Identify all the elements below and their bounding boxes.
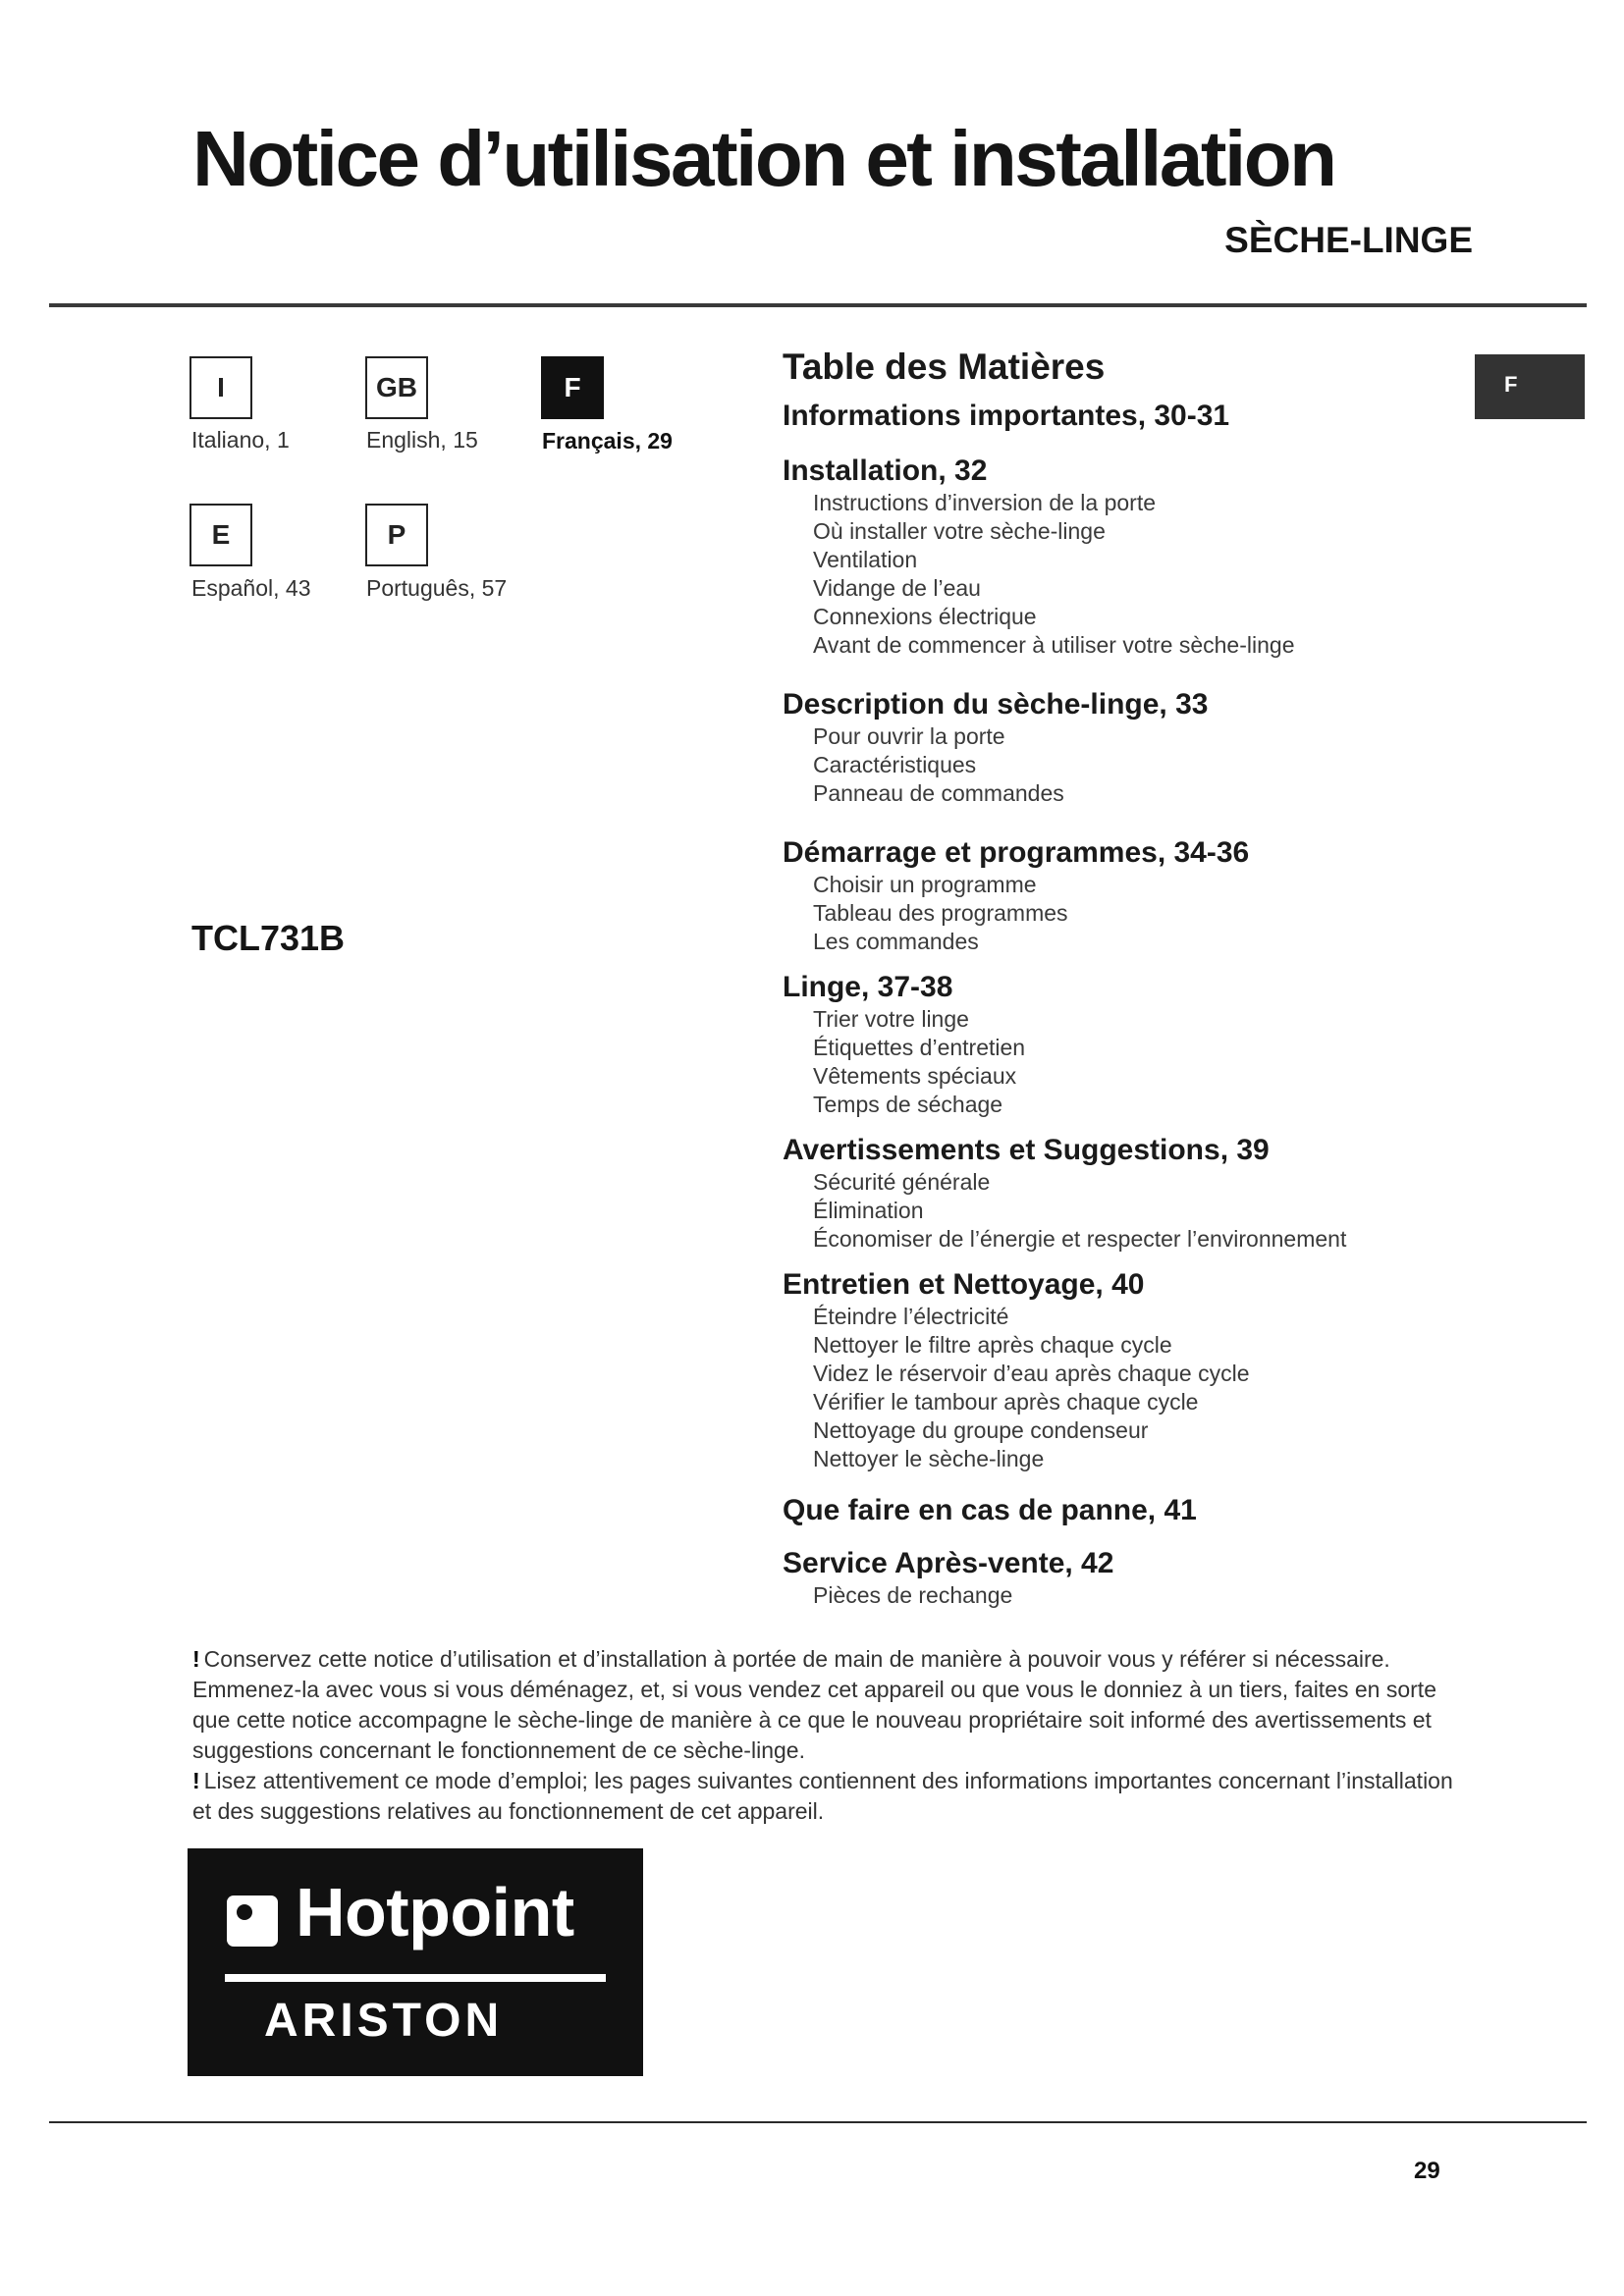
toc-sub-item: Pièces de rechange bbox=[813, 1582, 1013, 1609]
toc-sub-list bbox=[783, 722, 1489, 808]
page-title: Notice d’utilisation et installation bbox=[192, 115, 1335, 202]
toc-sub-item: Nettoyage du groupe condenseur bbox=[813, 1417, 1149, 1444]
logo-sub-text: ARISTON bbox=[264, 1995, 504, 2047]
toc-sub-list bbox=[783, 1303, 1489, 1473]
language-caption-pt: Português, 57 bbox=[366, 575, 508, 601]
toc-sub-item: Économiser de l’énergie et respecter l’environnement bbox=[813, 1226, 1347, 1253]
toc-sub-item: Tableau des programmes bbox=[813, 900, 1068, 927]
toc-sub-list bbox=[783, 1168, 1489, 1254]
language-box-es: E bbox=[189, 504, 252, 566]
language-caption-gb: English, 15 bbox=[366, 427, 478, 453]
table-of-contents bbox=[783, 346, 1489, 1610]
toc-sub-item: Temps de séchage bbox=[813, 1092, 1003, 1118]
toc-sub-item: Sécurité générale bbox=[813, 1169, 991, 1196]
toc-section-title: Description du sèche-linge, 33 bbox=[783, 688, 1209, 721]
toc-sub-item: Choisir un programme bbox=[813, 872, 1037, 898]
language-box-fr: F bbox=[541, 356, 604, 419]
toc-section bbox=[783, 687, 1489, 808]
toc-section bbox=[783, 1546, 1489, 1610]
toc-section-title: Service Après-vente, 42 bbox=[783, 1547, 1114, 1580]
toc-sub-item: Les commandes bbox=[813, 929, 979, 955]
toc-sub-item: Trier votre linge bbox=[813, 1006, 969, 1033]
language-caption-it: Italiano, 1 bbox=[191, 427, 290, 453]
toc-sub-item: Étiquettes d’entretien bbox=[813, 1035, 1026, 1061]
footer-divider bbox=[49, 2121, 1587, 2123]
exclamation-icon: ! bbox=[192, 1646, 200, 1672]
toc-section-title: Entretien et Nettoyage, 40 bbox=[783, 1268, 1145, 1302]
toc-sub-item: Pour ouvrir la porte bbox=[813, 723, 1005, 750]
language-box-it: I bbox=[189, 356, 252, 419]
toc-sub-item: Vidange de l’eau bbox=[813, 575, 981, 602]
toc-section bbox=[783, 399, 1489, 434]
toc-section-title: Démarrage et programmes, 34-36 bbox=[783, 836, 1250, 870]
toc-sub-list bbox=[783, 489, 1489, 660]
model-number: TCL731B bbox=[191, 918, 346, 958]
toc-sub-item: Panneau de commandes bbox=[813, 780, 1064, 807]
toc-sub-list bbox=[783, 871, 1489, 956]
toc-sub-item: Connexions électrique bbox=[813, 604, 1037, 630]
page-number: 29 bbox=[1414, 2158, 1440, 2184]
toc-sub-item: Caractéristiques bbox=[813, 752, 977, 778]
toc-sub-list bbox=[783, 1581, 1489, 1610]
toc-section bbox=[783, 970, 1489, 1119]
toc-sub-item: Vêtements spéciaux bbox=[813, 1063, 1017, 1090]
toc-sub-item: Ventilation bbox=[813, 547, 918, 573]
logo-divider bbox=[225, 1974, 606, 1982]
language-box-gb: GB bbox=[365, 356, 428, 419]
toc-sub-item: Où installer votre sèche-linge bbox=[813, 518, 1106, 545]
toc-section-title: Installation, 32 bbox=[783, 454, 988, 488]
language-caption-fr: Français, 29 bbox=[542, 428, 673, 454]
toc-section bbox=[783, 454, 1489, 660]
toc-sub-item: Élimination bbox=[813, 1198, 924, 1224]
product-type: SÈCHE-LINGE bbox=[1224, 220, 1473, 260]
toc-sub-item: Videz le réservoir d’eau après chaque cycle bbox=[813, 1361, 1250, 1387]
language-caption-es: Español, 43 bbox=[191, 575, 311, 601]
toc-section-title: Informations importantes, 30-31 bbox=[783, 400, 1230, 433]
brand-mark-icon bbox=[227, 1896, 278, 1947]
toc-section bbox=[783, 1133, 1489, 1254]
header-divider bbox=[49, 303, 1587, 307]
note-text: Lisez attentivement ce mode d’emploi; les pages suivantes contiennent des informations importantes concernant l’installation et des suggestions relatives au fonctionnement de cet appareil. bbox=[192, 1768, 1453, 1824]
toc-section-title: Que faire en cas de panne, 41 bbox=[783, 1494, 1197, 1527]
toc-section bbox=[783, 1493, 1489, 1528]
toc-sub-list bbox=[783, 1005, 1489, 1119]
language-side-tab: F bbox=[1475, 354, 1585, 419]
note-text: Conservez cette notice d’utilisation et d’installation à portée de main de manière à pouvoir vous y référer si nécessaire. Emmenez-la avec vous si vous déménagez, et, si vous vendez cet appareil ou que vous le donniez à un tiers, faites en sorte que cette notice accompagne le sèche-linge de manière à ce que le nouveau propriétaire soit informé des avertissements et suggestions concernant le fonctionnement de ce sèche-linge. bbox=[192, 1646, 1436, 1763]
toc-sub-item: Avant de commencer à utiliser votre sèche-linge bbox=[813, 632, 1295, 659]
toc-sub-item: Nettoyer le sèche-linge bbox=[813, 1446, 1045, 1472]
toc-sub-item: Éteindre l’électricité bbox=[813, 1304, 1009, 1330]
toc-sub-item: Nettoyer le filtre après chaque cycle bbox=[813, 1332, 1172, 1359]
toc-sub-item: Vérifier le tambour après chaque cycle bbox=[813, 1389, 1199, 1415]
toc-section bbox=[783, 1267, 1489, 1473]
exclamation-icon: ! bbox=[192, 1768, 200, 1793]
toc-heading: Table des Matières bbox=[783, 347, 1106, 387]
note-paragraph bbox=[192, 1766, 1469, 1827]
toc-section-title: Avertissements et Suggestions, 39 bbox=[783, 1134, 1270, 1167]
toc-section bbox=[783, 835, 1489, 956]
important-notes bbox=[192, 1644, 1469, 1827]
logo-brand-text: Hotpoint bbox=[296, 1874, 574, 1950]
hotpoint-ariston-logo bbox=[188, 1848, 643, 2076]
toc-section-title: Linge, 37-38 bbox=[783, 971, 953, 1004]
toc-sub-item: Instructions d’inversion de la porte bbox=[813, 490, 1157, 516]
language-box-pt: P bbox=[365, 504, 428, 566]
note-paragraph bbox=[192, 1644, 1469, 1766]
